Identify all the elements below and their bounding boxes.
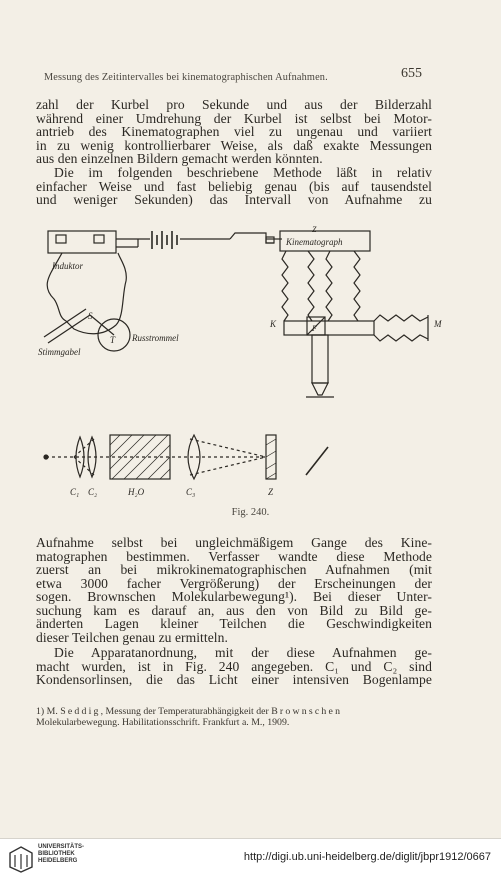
text-line: änderten Lagen kleiner Teilchen die Geschwindigkeiten xyxy=(36,616,432,631)
paragraph-1 xyxy=(36,98,432,166)
page-number: 655 xyxy=(401,66,422,81)
footnote-title: , Messung der Temperaturabhängigkeit der xyxy=(100,706,272,717)
label-t: T xyxy=(110,335,116,345)
tuning-fork-arm-2 xyxy=(48,315,90,343)
inductor-terminal-right xyxy=(94,235,104,243)
label-c2: C₂ xyxy=(88,487,98,497)
battery-cells xyxy=(152,231,177,249)
label-f: F xyxy=(312,324,317,333)
bellows-horizontal xyxy=(374,315,428,321)
text-line: Die Apparatanordnung, mit der diese Aufnahmen ge- xyxy=(54,645,432,660)
label-k: K xyxy=(270,319,277,329)
k-block xyxy=(284,321,374,335)
text-line: matographen bestimmen. Verfasser wandte diese Methode xyxy=(36,548,432,564)
library-line-3: HEIDELBERG xyxy=(38,858,78,864)
library-line-2: BIBLIOTHEK xyxy=(38,851,75,857)
footer-bar xyxy=(0,838,501,878)
source-url-link[interactable]: http://digi.ub.uni-heidelberg.de/diglit/jbpr1912/0667 xyxy=(243,851,491,863)
footnote xyxy=(36,706,432,728)
footnote-line-1 xyxy=(36,706,432,717)
label-z-top: Z xyxy=(312,225,317,234)
label-s: S xyxy=(88,311,93,321)
text-line: zahl der Kurbel pro Sekunde und aus der Bilderzahl xyxy=(36,97,432,112)
bellows-right xyxy=(326,251,332,321)
bellows-left xyxy=(282,251,288,321)
text-line: antrieb des Kinematographen viel zu ungenau und variiert xyxy=(36,124,432,139)
library-name xyxy=(38,844,84,865)
label-kinematograph: Kinematograph xyxy=(286,237,343,247)
figure-caption: Fig. 240. xyxy=(231,507,270,518)
inductor-box xyxy=(48,231,116,253)
text-line: während einer Umdrehung der Kurbel ist selbst bei Motor- xyxy=(36,110,432,126)
label-m: M xyxy=(434,319,442,329)
paragraph-2 xyxy=(36,166,432,207)
text-line: Aufnahme selbst bei ungleichmäßigem Gange des Kine- xyxy=(36,535,432,550)
label-russtrommel: Russtrommel xyxy=(132,333,179,343)
inductor-terminal-left xyxy=(56,235,66,243)
text-line: suchung kam es darauf an, aus den von Bild zu Bild ge- xyxy=(36,602,432,618)
text-line: Kondensorlinsen, die das Licht einer intensiven Bogenlampe xyxy=(36,672,432,687)
text-line: dieser Teilchen genau zu ermitteln. xyxy=(36,629,228,645)
apparatus-figure xyxy=(30,225,450,505)
text-line: sogen. Brownschen Molekularbewegung¹). Bei dieser Unter- xyxy=(36,589,432,604)
library-line-1: UNIVERSITÄTS- xyxy=(38,844,85,850)
text-line: aus den einzelnen Bildern gemacht werden könnten. xyxy=(36,151,323,166)
library-logo-icon xyxy=(8,845,34,873)
mirror xyxy=(306,447,328,475)
footnote-line-2: Molekularbewegung. Habilitationsschrift. Frankfurt a. M., 1909. xyxy=(36,717,290,728)
text-line: zuerst an bei mikrokinematographischen Aufnahmen (mit xyxy=(36,562,432,577)
label-inductor: Induktor xyxy=(52,261,83,271)
label-h2o: H₂O xyxy=(128,487,145,497)
running-head: Messung des Zeitintervalles bei kinematographischen Aufnahmen. xyxy=(44,72,328,83)
tuning-fork-arm-1 xyxy=(44,309,86,337)
label-stimmgabel: Stimmgabel xyxy=(38,347,81,357)
footnote-author: Seddig xyxy=(60,706,101,717)
label-z-bottom: Z xyxy=(268,487,274,497)
paragraph-4 xyxy=(36,646,432,687)
footnote-prefix: 1) M. xyxy=(36,706,61,717)
label-c3: C₃ xyxy=(186,487,196,497)
text-line: in zu wenig kontrollierbarer Weise, als daß exakte Messungen xyxy=(36,137,432,153)
text-line: und weniger Sekunden) das Intervall von Aufnahme zu xyxy=(36,192,432,207)
label-c1: C₁ xyxy=(70,487,80,497)
text-line: macht wurden, ist in Fig. 240 angegeben. C₁ und C₂ sind xyxy=(36,658,432,674)
paragraph-3 xyxy=(36,536,432,644)
footnote-brown: Brownschen xyxy=(271,706,343,717)
text-line: Die im folgenden beschriebene Methode läßt in relativ xyxy=(54,165,432,180)
text-line: einfacher Weise und fast beliebig genau (bis auf tausendstel xyxy=(36,178,432,194)
light-source xyxy=(44,455,48,459)
microscope-tube xyxy=(312,335,328,383)
text-line: etwa 3000 facher Vergrößerung) der Erscheinungen der xyxy=(36,575,432,591)
